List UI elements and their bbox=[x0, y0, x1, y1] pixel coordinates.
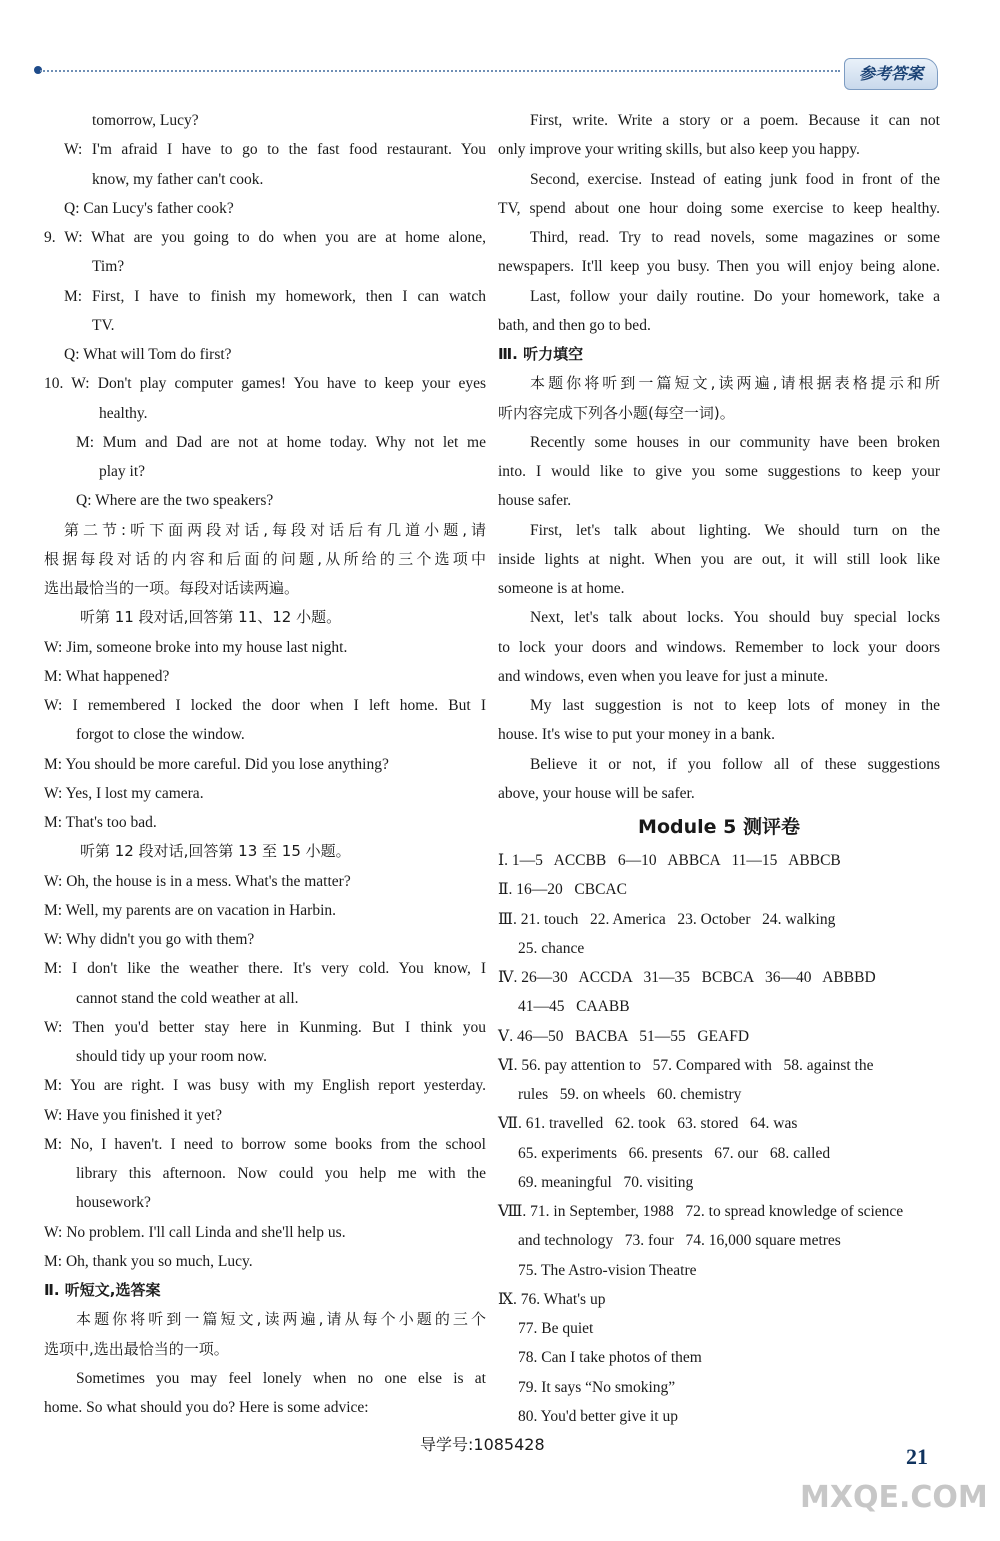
answer-line: Ⅴ. 46—50 BACBA 51—55 GEAFD bbox=[498, 1027, 750, 1045]
answer-line: Ⅲ. 21. touch 22. America 23. October 24. walking bbox=[498, 910, 836, 928]
text-line: 9. W: What are you going to do when you are at home alone, bbox=[44, 229, 486, 246]
answer-line: 77. Be quiet bbox=[518, 1320, 594, 1337]
text-line: M: Oh, thank you so much, Lucy. bbox=[44, 1252, 253, 1270]
text-line: inside lights at night. When you are out, it will still look like bbox=[498, 550, 940, 568]
header-tab: 参考答案 bbox=[844, 58, 938, 90]
answer-line: 69. meaningful 70. visiting bbox=[518, 1173, 694, 1191]
text-line: Q: What will Tom do first? bbox=[64, 346, 232, 363]
answer-line: Ⅱ. 16—20 CBCAC bbox=[498, 881, 627, 899]
answer-line: 78. Can I take photos of them bbox=[518, 1349, 702, 1367]
text-line: 根据每段对话的内容和后面的问题,从所给的三个选项中 bbox=[44, 549, 486, 568]
text-line: TV, spend about one hour doing some exercise to keep healthy. bbox=[498, 199, 940, 217]
text-line: 本题你将听到一篇短文,读两遍,请根据表格提示和所 bbox=[530, 374, 940, 393]
text-line: to lock your doors and windows. Remember to lock your doors bbox=[498, 638, 940, 656]
study-code: 导学号:1085428 bbox=[420, 1435, 545, 1454]
text-line: W: I remembered I locked the door when I left home. But I bbox=[44, 697, 486, 714]
text-line: M: You are right. I was busy with my English report yesterday. bbox=[44, 1077, 486, 1095]
answer-line: rules 59. on wheels 60. chemistry bbox=[518, 1086, 742, 1103]
text-line: First, let's talk about lighting. We should turn on the bbox=[530, 521, 940, 539]
text-line: and windows, even when you leave for just a minute. bbox=[498, 667, 829, 685]
right-column bbox=[498, 106, 940, 1431]
text-line: Believe it or not, if you follow all of these suggestions bbox=[530, 755, 940, 773]
text-line: Tim? bbox=[92, 258, 125, 276]
text-line: Q: Can Lucy's father cook? bbox=[64, 199, 234, 217]
text-line: Second, exercise. Instead of eating junk food in front of the bbox=[530, 170, 940, 188]
text-line: Next, let's talk about locks. You should buy special locks bbox=[530, 609, 940, 627]
text-line: First, write. Write a story or a poem. Because it can not bbox=[530, 112, 940, 129]
answer-line: Ⅳ. 26—30 ACCDA 31—35 BCBCA 36—40 ABBBD bbox=[498, 969, 876, 986]
text-line: My last suggestion is not to keep lots of money in the bbox=[530, 697, 940, 714]
text-line: 选项中,选出最恰当的一项。 bbox=[44, 1339, 229, 1358]
text-line: M: You should be more careful. Did you lose anything? bbox=[44, 755, 389, 773]
answer-line: 41—45 CAABB bbox=[518, 998, 630, 1016]
answer-line: 79. It says “No smoking” bbox=[518, 1378, 676, 1396]
text-line: Sometimes you may feel lonely when no one else is at bbox=[76, 1369, 486, 1387]
text-line: healthy. bbox=[99, 404, 148, 422]
text-line: above, your house will be safer. bbox=[498, 784, 695, 802]
answer-line: Ⅷ. 71. in September, 1988 72. to spread knowledge of science bbox=[498, 1203, 904, 1220]
text-line: Last, follow your daily routine. Do your homework, take a bbox=[530, 287, 940, 305]
text-line: W: Yes, I lost my camera. bbox=[44, 784, 204, 802]
left-column bbox=[44, 106, 486, 1422]
text-line: library this afternoon. Now could you help me with the bbox=[76, 1165, 486, 1182]
text-line: TV. bbox=[92, 316, 115, 334]
answer-line: 25. chance bbox=[518, 939, 585, 957]
text-line: 选出最恰当的一项。每段对话读两遍。 bbox=[44, 579, 300, 597]
text-line: W: Then you'd better stay here in Kunming. But I think you bbox=[44, 1018, 486, 1036]
answer-line: 65. experiments 66. presents 67. our 68. called bbox=[518, 1144, 831, 1162]
text-line: newspapers. It'll keep you busy. Then you will enjoy being alone. bbox=[498, 258, 940, 276]
text-line: W: Jim, someone broke into my house last night. bbox=[44, 638, 348, 656]
text-line: Third, read. Try to read novels, some magazines or some bbox=[530, 229, 940, 246]
text-line: only improve your writing skills, but also keep you happy. bbox=[498, 141, 860, 159]
text-line: Q: Where are the two speakers? bbox=[76, 492, 274, 510]
text-line: into. I would like to give you some suggestions to keep your bbox=[498, 463, 940, 480]
text-line: house. It's wise to put your money in a bank. bbox=[498, 726, 776, 744]
module-title: Module 5 测评卷 bbox=[638, 816, 800, 838]
answer-line: and technology 73. four 74. 16,000 square metres bbox=[518, 1232, 841, 1250]
text-line: M: First, I have to finish my homework, then I can watch bbox=[64, 287, 486, 305]
answer-line: Ⅸ. 76. What's up bbox=[498, 1290, 606, 1308]
text-line: W: Oh, the house is in a mess. What's the matter? bbox=[44, 872, 351, 890]
text-line: W: I'm afraid I have to go to the fast food restaurant. You bbox=[64, 141, 486, 159]
page-number: 21 bbox=[906, 1444, 928, 1469]
text-line: know, my father can't cook. bbox=[92, 170, 264, 188]
text-line: M: I don't like the weather there. It's very cold. You know, I bbox=[44, 960, 486, 978]
text-line: housework? bbox=[76, 1194, 151, 1212]
answer-line: 80. You'd better give it up bbox=[518, 1407, 678, 1425]
text-line: home. So what should you do? Here is some advice: bbox=[44, 1399, 369, 1416]
text-line: 听内容完成下列各小题(每空一词)。 bbox=[498, 403, 735, 422]
text-line: M: Well, my parents are on vacation in Harbin. bbox=[44, 901, 337, 919]
text-line: M: That's too bad. bbox=[44, 814, 157, 831]
section-heading: Ⅱ. 听短文,选答案 bbox=[44, 1281, 161, 1299]
text-line: M: What happened? bbox=[44, 667, 170, 685]
text-line: cannot stand the cold weather at all. bbox=[76, 989, 299, 1007]
text-line: 本题你将听到一篇短文,读两遍,请从每个小题的三个 bbox=[76, 1310, 486, 1329]
text-line: 第二节:听下面两段对话,每段对话后有几道小题,请 bbox=[64, 520, 486, 539]
text-line: 听第 12 段对话,回答第 13 至 15 小题。 bbox=[80, 842, 351, 861]
answer-line: Ⅰ. 1—5 ACCBB 6—10 ABBCA 11—15 ABBCB bbox=[498, 852, 841, 869]
text-line: W: Why didn't you go with them? bbox=[44, 931, 255, 948]
text-line: someone is at home. bbox=[498, 580, 625, 597]
text-line: 听第 11 段对话,回答第 11、12 小题。 bbox=[80, 608, 342, 627]
text-line: tomorrow, Lucy? bbox=[92, 112, 199, 129]
answer-line: Ⅶ. 61. travelled 62. took 63. stored 64. was bbox=[498, 1115, 798, 1133]
text-line: W: No problem. I'll call Linda and she'll help us. bbox=[44, 1223, 346, 1241]
text-line: M: No, I haven't. I need to borrow some books from the school bbox=[44, 1135, 486, 1153]
answer-line: 75. The Astro-vision Theatre bbox=[518, 1261, 697, 1279]
answer-line: Ⅵ. 56. pay attention to 57. Compared with 58. against the bbox=[498, 1056, 874, 1074]
text-line: M: Mum and Dad are not at home today. Why not let me bbox=[76, 433, 486, 451]
watermark-logo: MXQE.COM bbox=[800, 1480, 988, 1515]
text-line: house safer. bbox=[498, 492, 572, 510]
text-line: W: Have you finished it yet? bbox=[44, 1106, 223, 1124]
text-line: bath, and then go to bed. bbox=[498, 316, 651, 334]
text-line: Recently some houses in our community have been broken bbox=[530, 433, 940, 451]
section-heading: Ⅲ. 听力填空 bbox=[498, 345, 584, 363]
text-line: play it? bbox=[99, 463, 146, 480]
text-line: 10. W: Don't play computer games! You have to keep your eyes bbox=[44, 375, 486, 393]
text-line: forgot to close the window. bbox=[76, 726, 245, 744]
text-line: should tidy up your room now. bbox=[76, 1048, 268, 1065]
header-rule bbox=[40, 70, 840, 72]
